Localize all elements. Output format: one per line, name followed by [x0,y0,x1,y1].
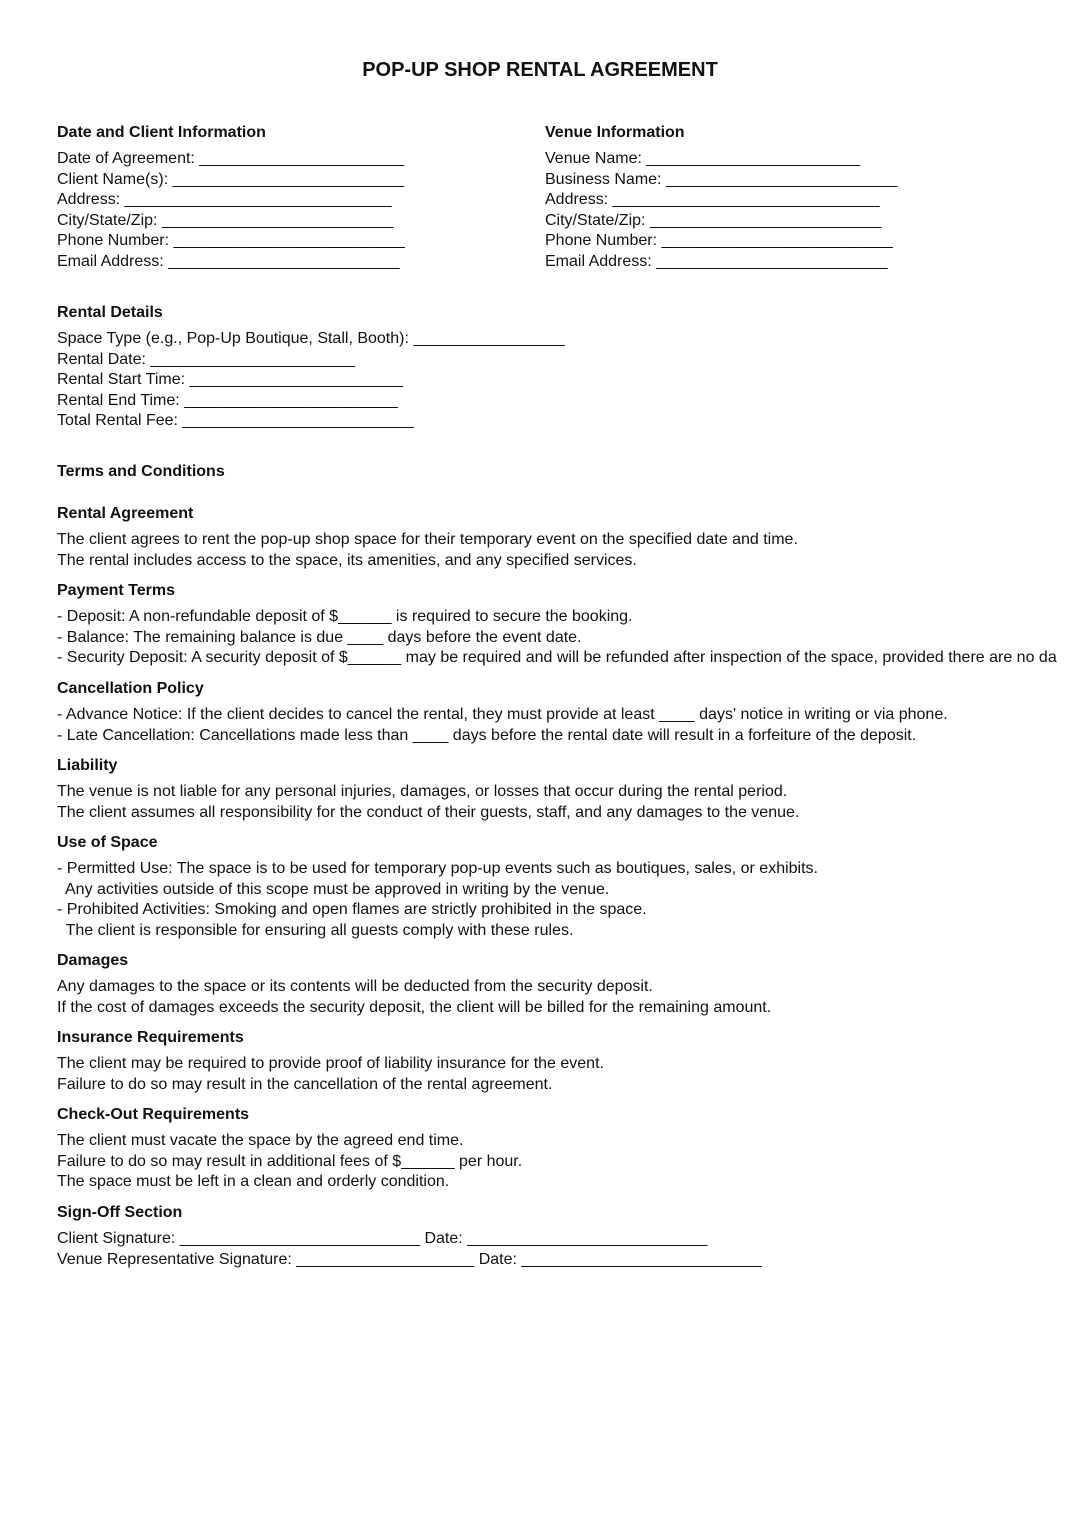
field-line: Rental Start Time: ________________________ [57,371,404,389]
body-line: - Advance Notice: If the client decides to cancel the rental, they must provide at least ____ days' notice in writing or via phone. [57,706,948,723]
field-line: Total Rental Fee: __________________________ [57,412,414,430]
section-heading: Date and Client Information [57,124,266,141]
field-line: Phone Number: __________________________ [545,232,893,250]
checkout-section [57,1105,522,1193]
signature-line: Client Signature: ___________________________ Date: ___________________________ [57,1230,708,1247]
field-line: Address: ______________________________ [57,191,392,209]
section-heading: Cancellation Policy [57,680,204,697]
body-line: The client agrees to rent the pop-up shop space for their temporary event on the specified date and time. [57,531,798,548]
body-line: The client must vacate the space by the agreed end time. [57,1132,464,1149]
section-heading: Sign-Off Section [57,1204,183,1221]
rental-agreement-section [57,504,798,571]
body-line: The rental includes access to the space, its amenities, and any specified services. [57,551,637,569]
body-line: - Deposit: A non-refundable deposit of $______ is required to secure the booking. [57,608,633,625]
field-line: Client Name(s): __________________________ [57,170,404,188]
body-line: - Late Cancellation: Cancellations made less than ____ days before the rental date will result in a forfeiture of the deposit. [57,726,917,744]
field-line: Email Address: __________________________ [545,252,888,270]
body-line: - Balance: The remaining balance is due ____ days before the event date. [57,628,582,646]
field-line: Rental Date: _______________________ [57,350,356,368]
section-heading: Damages [57,952,129,969]
section-heading: Rental Agreement [57,505,194,522]
section-heading: Check-Out Requirements [57,1106,250,1123]
section-heading: Rental Details [57,304,163,321]
field-line: Address: ______________________________ [545,191,880,209]
section-heading: Insurance Requirements [57,1029,244,1046]
venue-info-section [545,123,897,273]
body-line: The client may be required to provide proof of liability insurance for the event. [57,1055,604,1072]
payment-terms-section [57,581,1080,669]
body-line: The space must be left in a clean and orderly condition. [57,1173,450,1191]
section-heading: Venue Information [545,124,685,141]
section-heading: Liability [57,757,118,774]
body-line: If the cost of damages exceeds the security deposit, the client will be billed for the remaining amount. [57,998,772,1016]
client-info-section [57,123,405,273]
field-line: Email Address: __________________________ [57,252,400,270]
field-line: Phone Number: __________________________ [57,232,405,250]
section-heading: Use of Space [57,834,158,851]
cancellation-policy-section [57,679,948,746]
body-line: Any damages to the space or its contents will be deducted from the security deposit. [57,978,653,995]
field-line: Space Type (e.g., Pop-Up Boutique, Stall, Booth): _________________ [57,330,565,347]
body-line: - Permitted Use: The space is to be used for temporary pop-up events such as boutiques, sales, or exhibits. [57,860,818,877]
section-heading: Payment Terms [57,582,175,599]
signature-line: Venue Representative Signature: ____________________ Date: ___________________________ [57,1250,762,1268]
field-line: Business Name: __________________________ [545,170,898,188]
liability-section [57,756,799,823]
rental-details-section [57,303,565,432]
body-line: Failure to do so may result in additional fees of $______ per hour. [57,1152,523,1170]
field-line: Venue Name: ________________________ [545,150,860,167]
body-line: The client is responsible for ensuring all guests comply with these rules. [57,921,574,939]
document-title: POP-UP SHOP RENTAL AGREEMENT [362,59,718,81]
terms-heading: Terms and Conditions [57,463,225,480]
insurance-section [57,1028,604,1095]
use-of-space-section [57,833,818,941]
field-line: Date of Agreement: _______________________ [57,150,404,167]
body-line: The client assumes all responsibility for the conduct of their guests, staff, and any damages to the venue. [57,803,800,821]
field-line: City/State/Zip: __________________________ [545,211,882,229]
sign-off-section [57,1203,762,1270]
body-line: - Security Deposit: A security deposit of $______ may be required and will be refunded after inspection of the space, provided there are no da [57,649,1057,667]
body-line: The venue is not liable for any personal injuries, damages, or losses that occur during the rental period. [57,783,788,800]
field-line: City/State/Zip: __________________________ [57,211,394,229]
damages-section [57,951,771,1018]
body-line: Failure to do so may result in the cancellation of the rental agreement. [57,1075,553,1093]
body-line: - Prohibited Activities: Smoking and open flames are strictly prohibited in the space. [57,901,647,919]
field-line: Rental End Time: ________________________ [57,391,398,409]
body-line: Any activities outside of this scope must be approved in writing by the venue. [57,880,610,898]
